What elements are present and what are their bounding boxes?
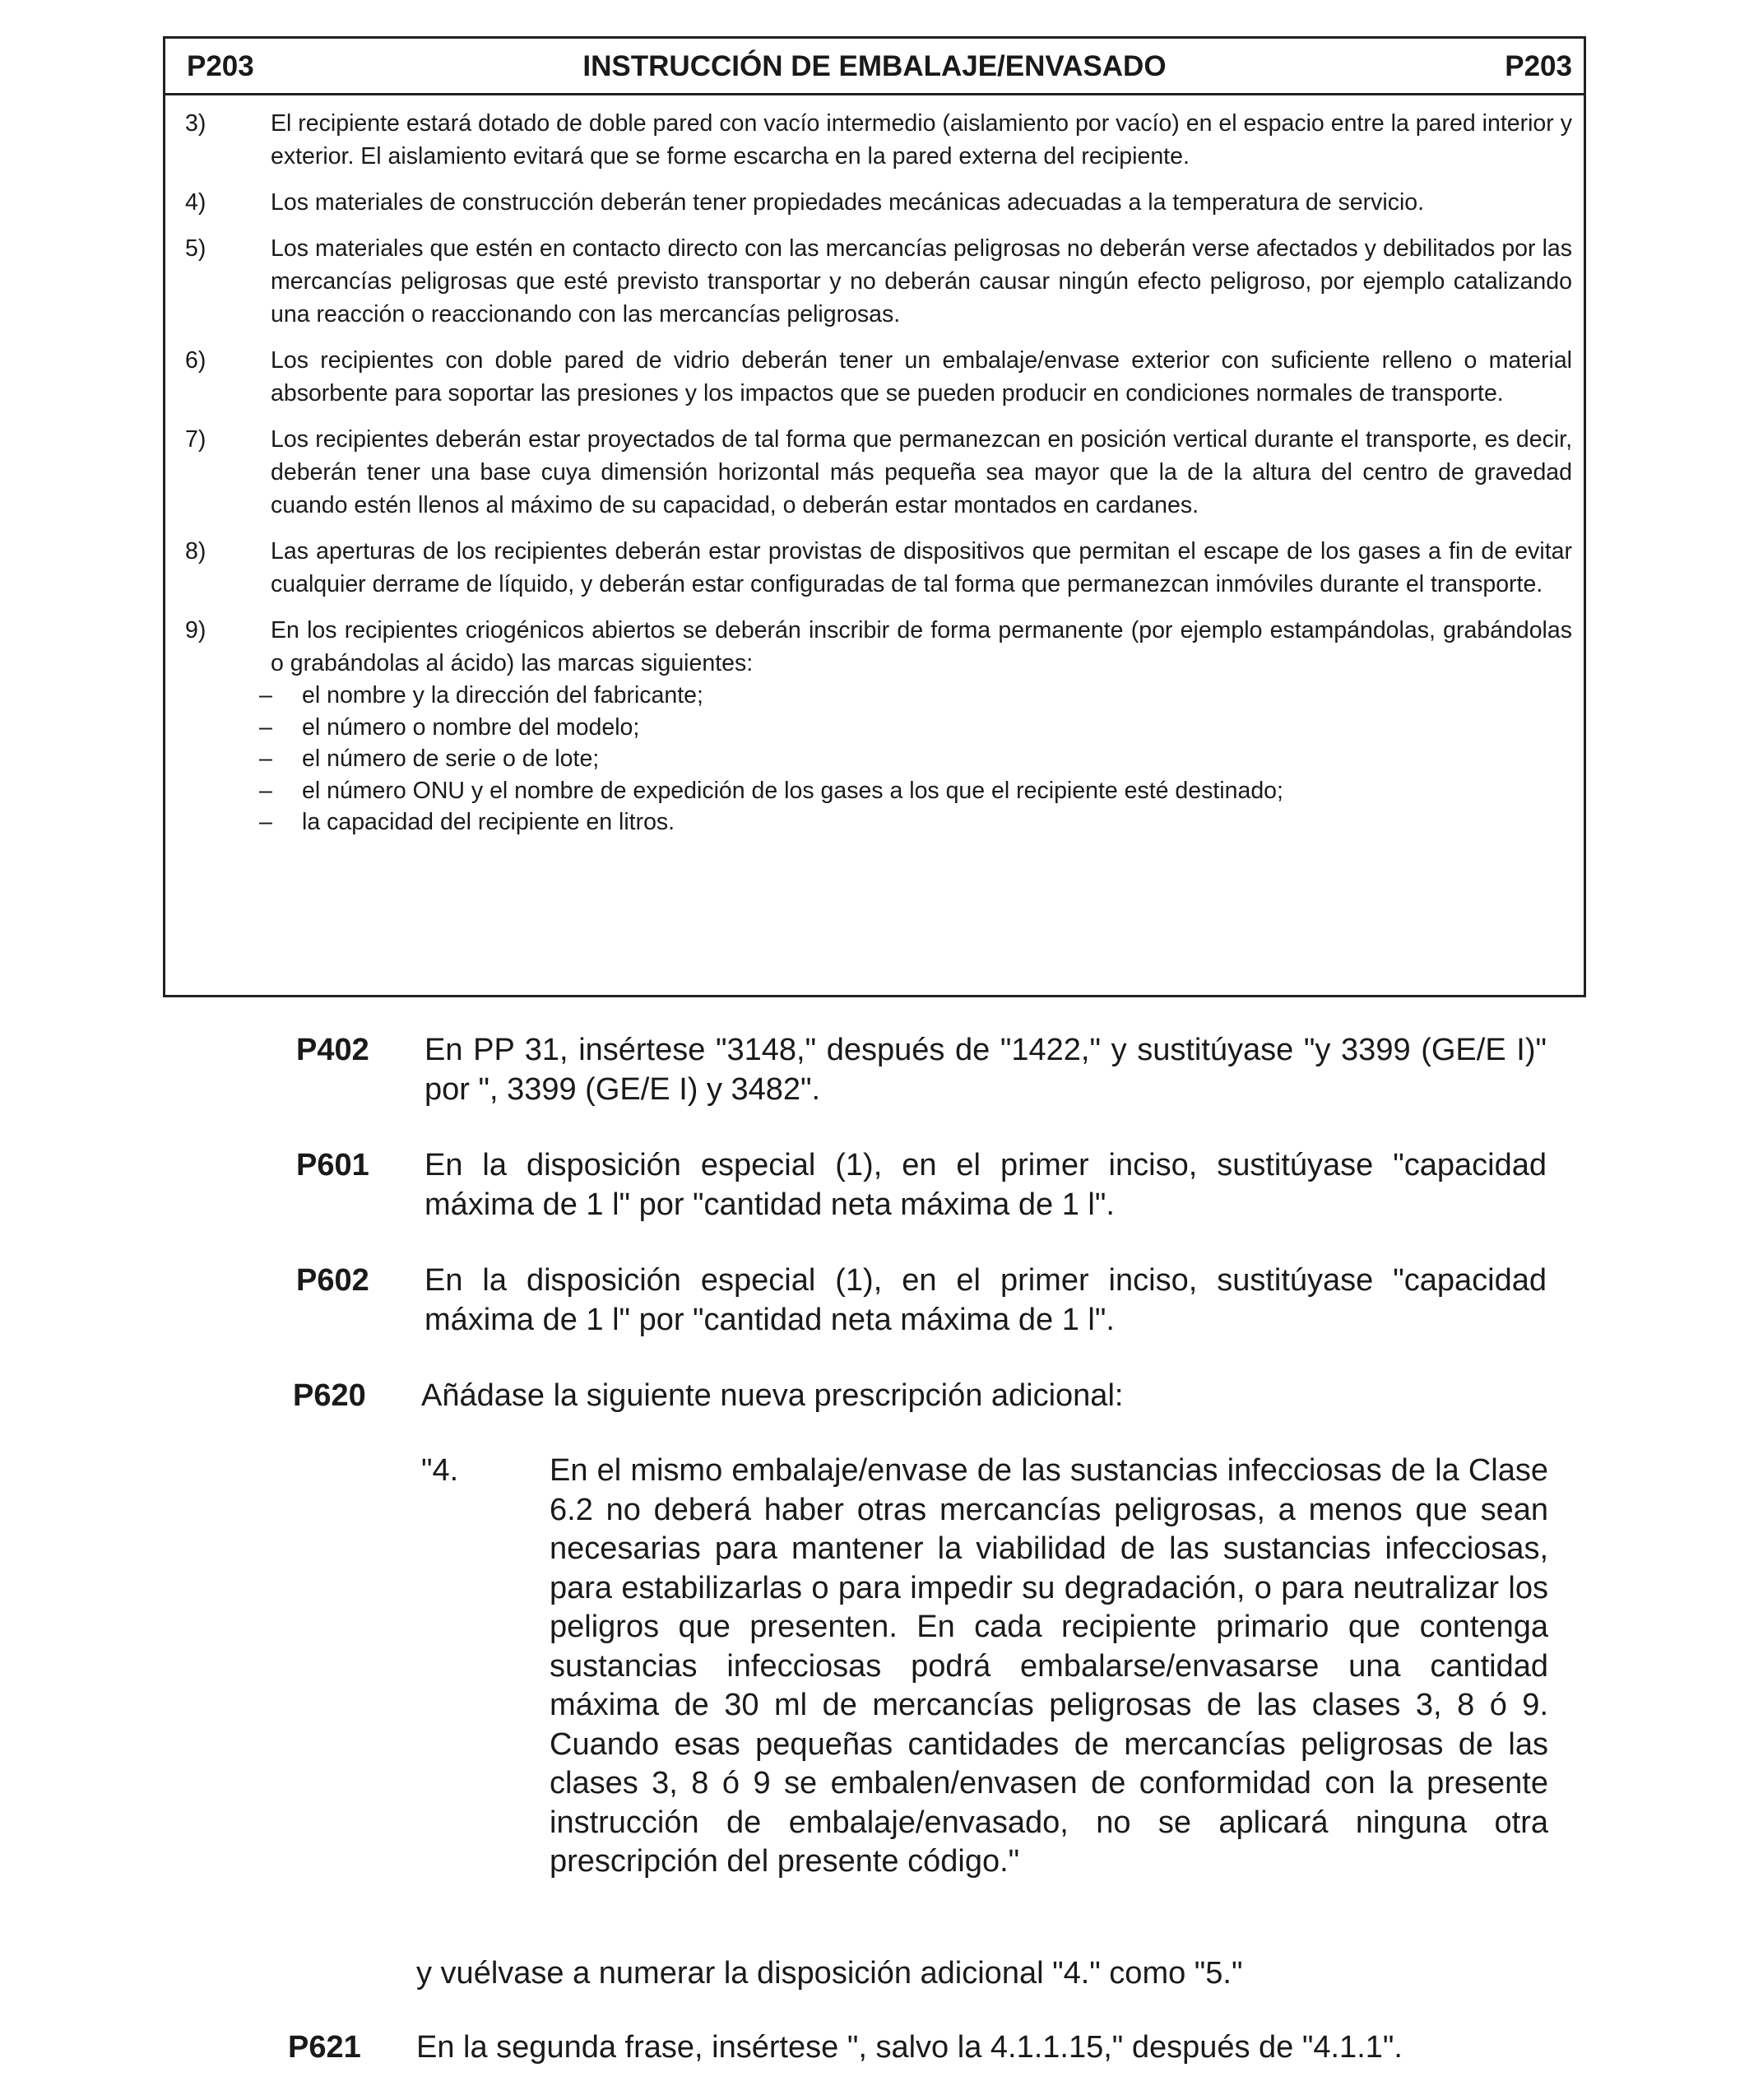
marking-list-item [165,775,1572,807]
marking-list [165,680,1572,839]
amendment-code: P602 [296,1263,369,1298]
amendment-text: En PP 31, insértese "3148," después de "1422," y sustitúyase "y 3399 (GE/E I)" por ", 3399 (GE/E I) y 3482". [424,1033,1547,1107]
item-text: En los recipientes criogénicos abiertos se deberán inscribir de forma permanente (por ejemplo estampándolas, grabándolas o grabándolas al ácido) las marcas siguientes: [271,617,1572,676]
amendment-p402 [296,1030,1547,1121]
list-item [165,186,1572,219]
item-number: 7) [185,426,206,453]
marking-list-item [165,806,1572,839]
list-item [165,535,1572,601]
marking-list-item [165,743,1572,775]
box-body [165,95,1584,839]
marking-text: el número de serie o de lote; [302,746,600,772]
p203-instruction-box [163,36,1586,997]
item-text: El recipiente estará dotado de doble pared con vacío intermedio (aislamiento por vacío) en el espacio entre la pared interior y exterior. El aislamiento evitará que se forme escarcha en la pared externa del recipiente. [271,110,1572,170]
marking-text: el número ONU y el nombre de expedición de los gases a los que el recipiente esté destinado; [302,777,1283,804]
amendment-code: P402 [296,1033,369,1067]
item-text: Los recipientes deberán estar proyectados de tal forma que permanezcan en posición vertical durante el transporte, es decir, deberán tener una base cuya dimensión horizontal más pequeña sea mayor que la de la altura del centro de gravedad cuando estén llenos al máximo de su capacidad, o deberán estar montados en cardanes. [271,426,1572,518]
list-item [165,614,1572,680]
amendment-p621 [288,2028,1555,2077]
item-number: 3) [185,110,206,137]
box-header [165,39,1584,95]
amendment-code: P621 [288,2030,361,2065]
marking-text: el nombre y la dirección del fabricante; [302,682,703,709]
list-item [165,423,1572,522]
box-title: INSTRUCCIÓN DE EMBALAJE/ENVASADO [582,50,1167,82]
dash-marker: – [259,682,272,709]
item-number: 6) [185,347,206,374]
list-item [165,107,1572,173]
item-number: 8) [185,538,206,564]
amendment-p602 [296,1261,1547,1351]
item-number: 4) [185,189,206,216]
amendment-p620 [293,1376,1552,1425]
marking-text: el número o nombre del modelo; [302,713,640,741]
marking-list-item [165,712,1572,744]
dash-marker: – [259,809,272,835]
marking-list-item [165,680,1572,712]
amendment-text: En la disposición especial (1), en el primer inciso, sustitúyase "capacidad máxima de 1 l" por "cantidad neta máxima de 1 l". [424,1148,1547,1222]
amendment-text: En la segunda frase, insértese ", salvo la 4.1.1.15," después de "4.1.1". [416,2030,1403,2065]
provision-number: "4. [421,1453,459,1488]
marking-text: la capacidad del recipiente en litros. [302,809,675,835]
list-item [165,344,1572,410]
amendment-text: En la disposición especial (1), en el primer inciso, sustitúyase "capacidad máxima de 1 l" por "cantidad neta máxima de 1 l". [424,1263,1547,1337]
item-text: Las aperturas de los recipientes deberán estar provistas de dispositivos que permitan el escape de los gases a fin de evitar cualquier derrame de líquido, y deberán estar configuradas de tal forma que permanezcan inmóviles durante el transporte. [271,538,1572,597]
item-text: Los materiales que estén en contacto directo con las mercancías peligrosas no deberán verse afectados y debilitados por las mercancías peligrosas que esté previsto transportar y no deberán causar ningún efecto peligroso, por ejemplo catalizando una reacción o reaccionando con las mercancías peligrosas. [271,235,1572,328]
amendment-code: P601 [296,1148,369,1182]
list-item [165,232,1572,331]
dash-marker: – [259,777,272,804]
item-text: Los materiales de construcción deberán tener propiedades mecánicas adecuadas a la temperatura de servicio. [271,189,1425,216]
box-code-left: P203 [187,50,254,82]
provision-text: En el mismo embalaje/envase de las sustancias infecciosas de la Clase 6.2 no deberá haber otras mercancías peligrosas, a menos que sean necesarias para mantener la viabilidad de las sustancias infecciosas, para estabilizarlas o para impedir su degradación, o para neutralizar los peligros que presenten. En cada recipiente primario que contenga sustancias infecciosas podrá embalarse/envasarse una cantidad máxima de 30 ml de mercancías peligrosas de las clases 3, 8 ó 9. Cuando esas pequeñas cantidades de mercancías peligrosas de las clases 3, 8 ó 9 se embalen/envasen de conformidad con la presente instrucción de embalaje/envasado, no se aplicará ninguna otra prescripción del presente código." [550,1453,1548,1879]
box-code-right: P203 [1505,50,1572,82]
amendment-text: Añádase la siguiente nueva prescripción adicional: [421,1378,1124,1413]
item-text: Los recipientes con doble pared de vidrio deberán tener un embalaje/envase exterior con suficiente relleno o material absorbente para soportar las presiones y los impactos que se pueden producir en condiciones normales de transporte. [271,347,1572,407]
amendment-code: P620 [293,1378,366,1413]
dash-marker: – [259,713,272,741]
amendment-p601 [296,1145,1547,1236]
item-number: 9) [185,617,206,643]
dash-marker: – [259,746,272,772]
item-number: 5) [185,235,206,262]
p620-renumber-note: y vuélvase a numerar la disposición adicional "4." como "5." [416,1956,1243,1991]
